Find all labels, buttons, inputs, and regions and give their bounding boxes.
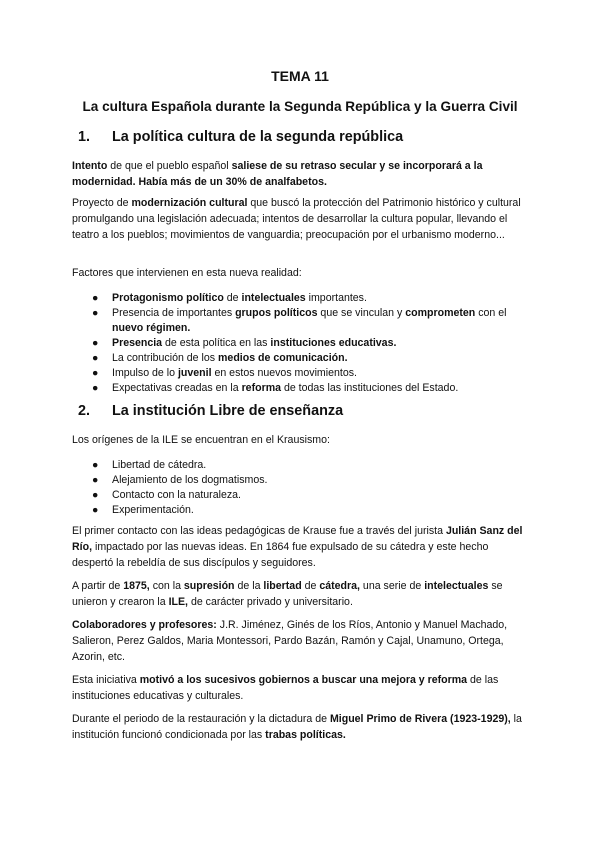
li1-text-b: de [223, 292, 242, 304]
li5-bold-b: juvenil [177, 367, 212, 379]
p9-text-a: Durante el periodo de la restauración y la dictadura de [72, 713, 330, 725]
li5-text-c: en estos nuevos movimientos. [211, 367, 357, 379]
krausismo-list [92, 458, 532, 518]
p5-bold-b: Julián Sanz del Río, [72, 525, 523, 553]
section-1-heading [78, 129, 403, 145]
bullet-icon: ● [92, 367, 99, 379]
li6-text-a: Expectativas creadas en la [112, 382, 242, 394]
p6-m: de carácter privado y universitario. [188, 596, 353, 608]
p2-bold-b: modernización cultural [131, 197, 248, 209]
li4-text-a: La contribución de los [112, 352, 219, 364]
li1-bold-c: intelectuales [241, 292, 306, 304]
li-text: Contacto con la naturaleza. [112, 489, 241, 501]
li6-text-c: de todas las instituciones del Estado. [281, 382, 459, 394]
p1-text-b: de que el pueblo español [107, 160, 232, 172]
p6-k: se unieron y crearon la [72, 580, 503, 608]
p5-text-c: impactado por las nuevas ideas. En 1864 fue expulsado de su cátedra y este hecho despertó la rebeldía de sus discípulos y seguidores. [72, 541, 489, 569]
bullet-icon: ● [92, 337, 99, 349]
section-1-title: La política cultura de la segunda república [112, 129, 404, 145]
p9-text-c: la institución funcionó condicionada por las [72, 713, 522, 741]
p1-bold-a: Intento [72, 160, 108, 172]
p6-c: con la [149, 580, 184, 592]
paragraph-1875 [72, 578, 532, 610]
p6-g: de [301, 580, 320, 592]
p8-text-a: Esta iniciativa [72, 674, 140, 686]
p6-j: intelectuales [424, 580, 489, 592]
list-item [92, 381, 532, 396]
p9-bold-d: trabas políticas. [265, 729, 346, 741]
bullet-icon: ● [92, 504, 99, 516]
paragraph-intento [72, 158, 532, 190]
li2-text-a: Presencia de importantes [112, 307, 236, 319]
li1-bold-a: Protagonismo político [112, 292, 224, 304]
list-item [92, 291, 532, 306]
bullet-icon: ● [92, 352, 99, 364]
p6-a: A partir de [72, 580, 124, 592]
li3-bold-a: Presencia [112, 337, 163, 349]
p6-i: una serie de [359, 580, 425, 592]
p7-text-b: J.R. Jiménez, Ginés de los Ríos, Antonio y Manuel Machado, Salieron, Perez Galdos, Maria Montessori, Pardo Bazán, Ramón y Cajal, Unamuno, Ortega, Azorin, etc. [72, 619, 508, 663]
paragraph-proyecto [72, 195, 532, 243]
p1-bold-c: saliese de su retraso secular y se incorporará a la modernidad. Había más de un 30% de analfabetos. [72, 160, 483, 188]
p6-d: supresión [183, 580, 235, 592]
li3-text-b: de esta política en las [162, 337, 271, 349]
li2-bold-f: nuevo régimen. [112, 322, 191, 334]
bullet-icon: ● [92, 474, 99, 486]
list-item [92, 336, 532, 351]
li2-bold-d: comprometen [405, 307, 476, 319]
li2-bold-b: grupos políticos [235, 307, 318, 319]
bullet-icon: ● [92, 489, 99, 501]
li5-text-a: Impulso de lo [112, 367, 178, 379]
li3-bold-c: instituciones educativas. [270, 337, 397, 349]
section-2-heading [78, 403, 343, 419]
list-item [92, 503, 532, 518]
section-2-number: 2. [78, 403, 91, 419]
paragraph-restauracion [72, 711, 532, 743]
section-2-title: La institución Libre de enseñanza [112, 403, 344, 419]
list-item [92, 306, 532, 336]
p6-f: libertad [263, 580, 302, 592]
list-item [92, 366, 532, 381]
li6-bold-b: reforma [241, 382, 282, 394]
paragraph-iniciativa [72, 672, 532, 704]
li4-bold-b: medios de comunicación. [218, 352, 348, 364]
list-item [92, 473, 532, 488]
li2-text-e: con el [475, 307, 507, 319]
paragraph-krause [72, 523, 532, 571]
p6-l: ILE, [168, 596, 189, 608]
li1-text-d: importantes. [305, 292, 367, 304]
p6-e: de la [234, 580, 264, 592]
bullet-icon: ● [92, 292, 99, 304]
doc-subtitle: La cultura Española durante la Segunda República y la Guerra Civil [82, 99, 518, 114]
p7-bold-a: Colaboradores y profesores: [72, 619, 217, 631]
bullet-icon: ● [92, 307, 99, 319]
paragraph-colaboradores [72, 617, 532, 665]
paragraph-factores: Factores que intervienen en esta nueva realidad: [72, 267, 302, 279]
paragraph-origenes: Los orígenes de la ILE se encuentran en el Krausismo: [72, 434, 330, 446]
list-item [92, 488, 532, 503]
p2-text-a: Proyecto de [72, 197, 132, 209]
bullet-icon: ● [92, 459, 99, 471]
factors-list [92, 291, 532, 396]
li2-text-c: que se vinculan y [317, 307, 406, 319]
bullet-icon: ● [92, 382, 99, 394]
li-text: Experimentación. [112, 504, 194, 516]
doc-title: TEMA 11 [271, 68, 329, 84]
p8-text-c: de las instituciones educativas y culturales. [72, 674, 499, 702]
list-item [92, 458, 532, 473]
list-item [92, 351, 532, 366]
p5-text-a: El primer contacto con las ideas pedagógicas de Krause fue a través del jurista [72, 525, 446, 537]
p6-b: 1875, [123, 580, 150, 592]
section-1-number: 1. [78, 129, 91, 145]
p2-text-c: que buscó la protección del Patrimonio histórico y cultural promulgando una legislación adecuada; intentos de desarrollar la cultura popular, llevando el teatro a los pueblos; movimientos de vanguardia; preocupación por el urbanismo moderno... [72, 197, 521, 241]
p9-bold-b: Miguel Primo de Rivera (1923-1929), [329, 713, 511, 725]
li-text: Alejamiento de los dogmatismos. [112, 474, 268, 486]
p8-bold-b: motivó a los sucesivos gobiernos a buscar una mejora y reforma [139, 674, 468, 686]
li-text: Libertad de cátedra. [112, 459, 207, 471]
p6-h: cátedra, [319, 580, 360, 592]
